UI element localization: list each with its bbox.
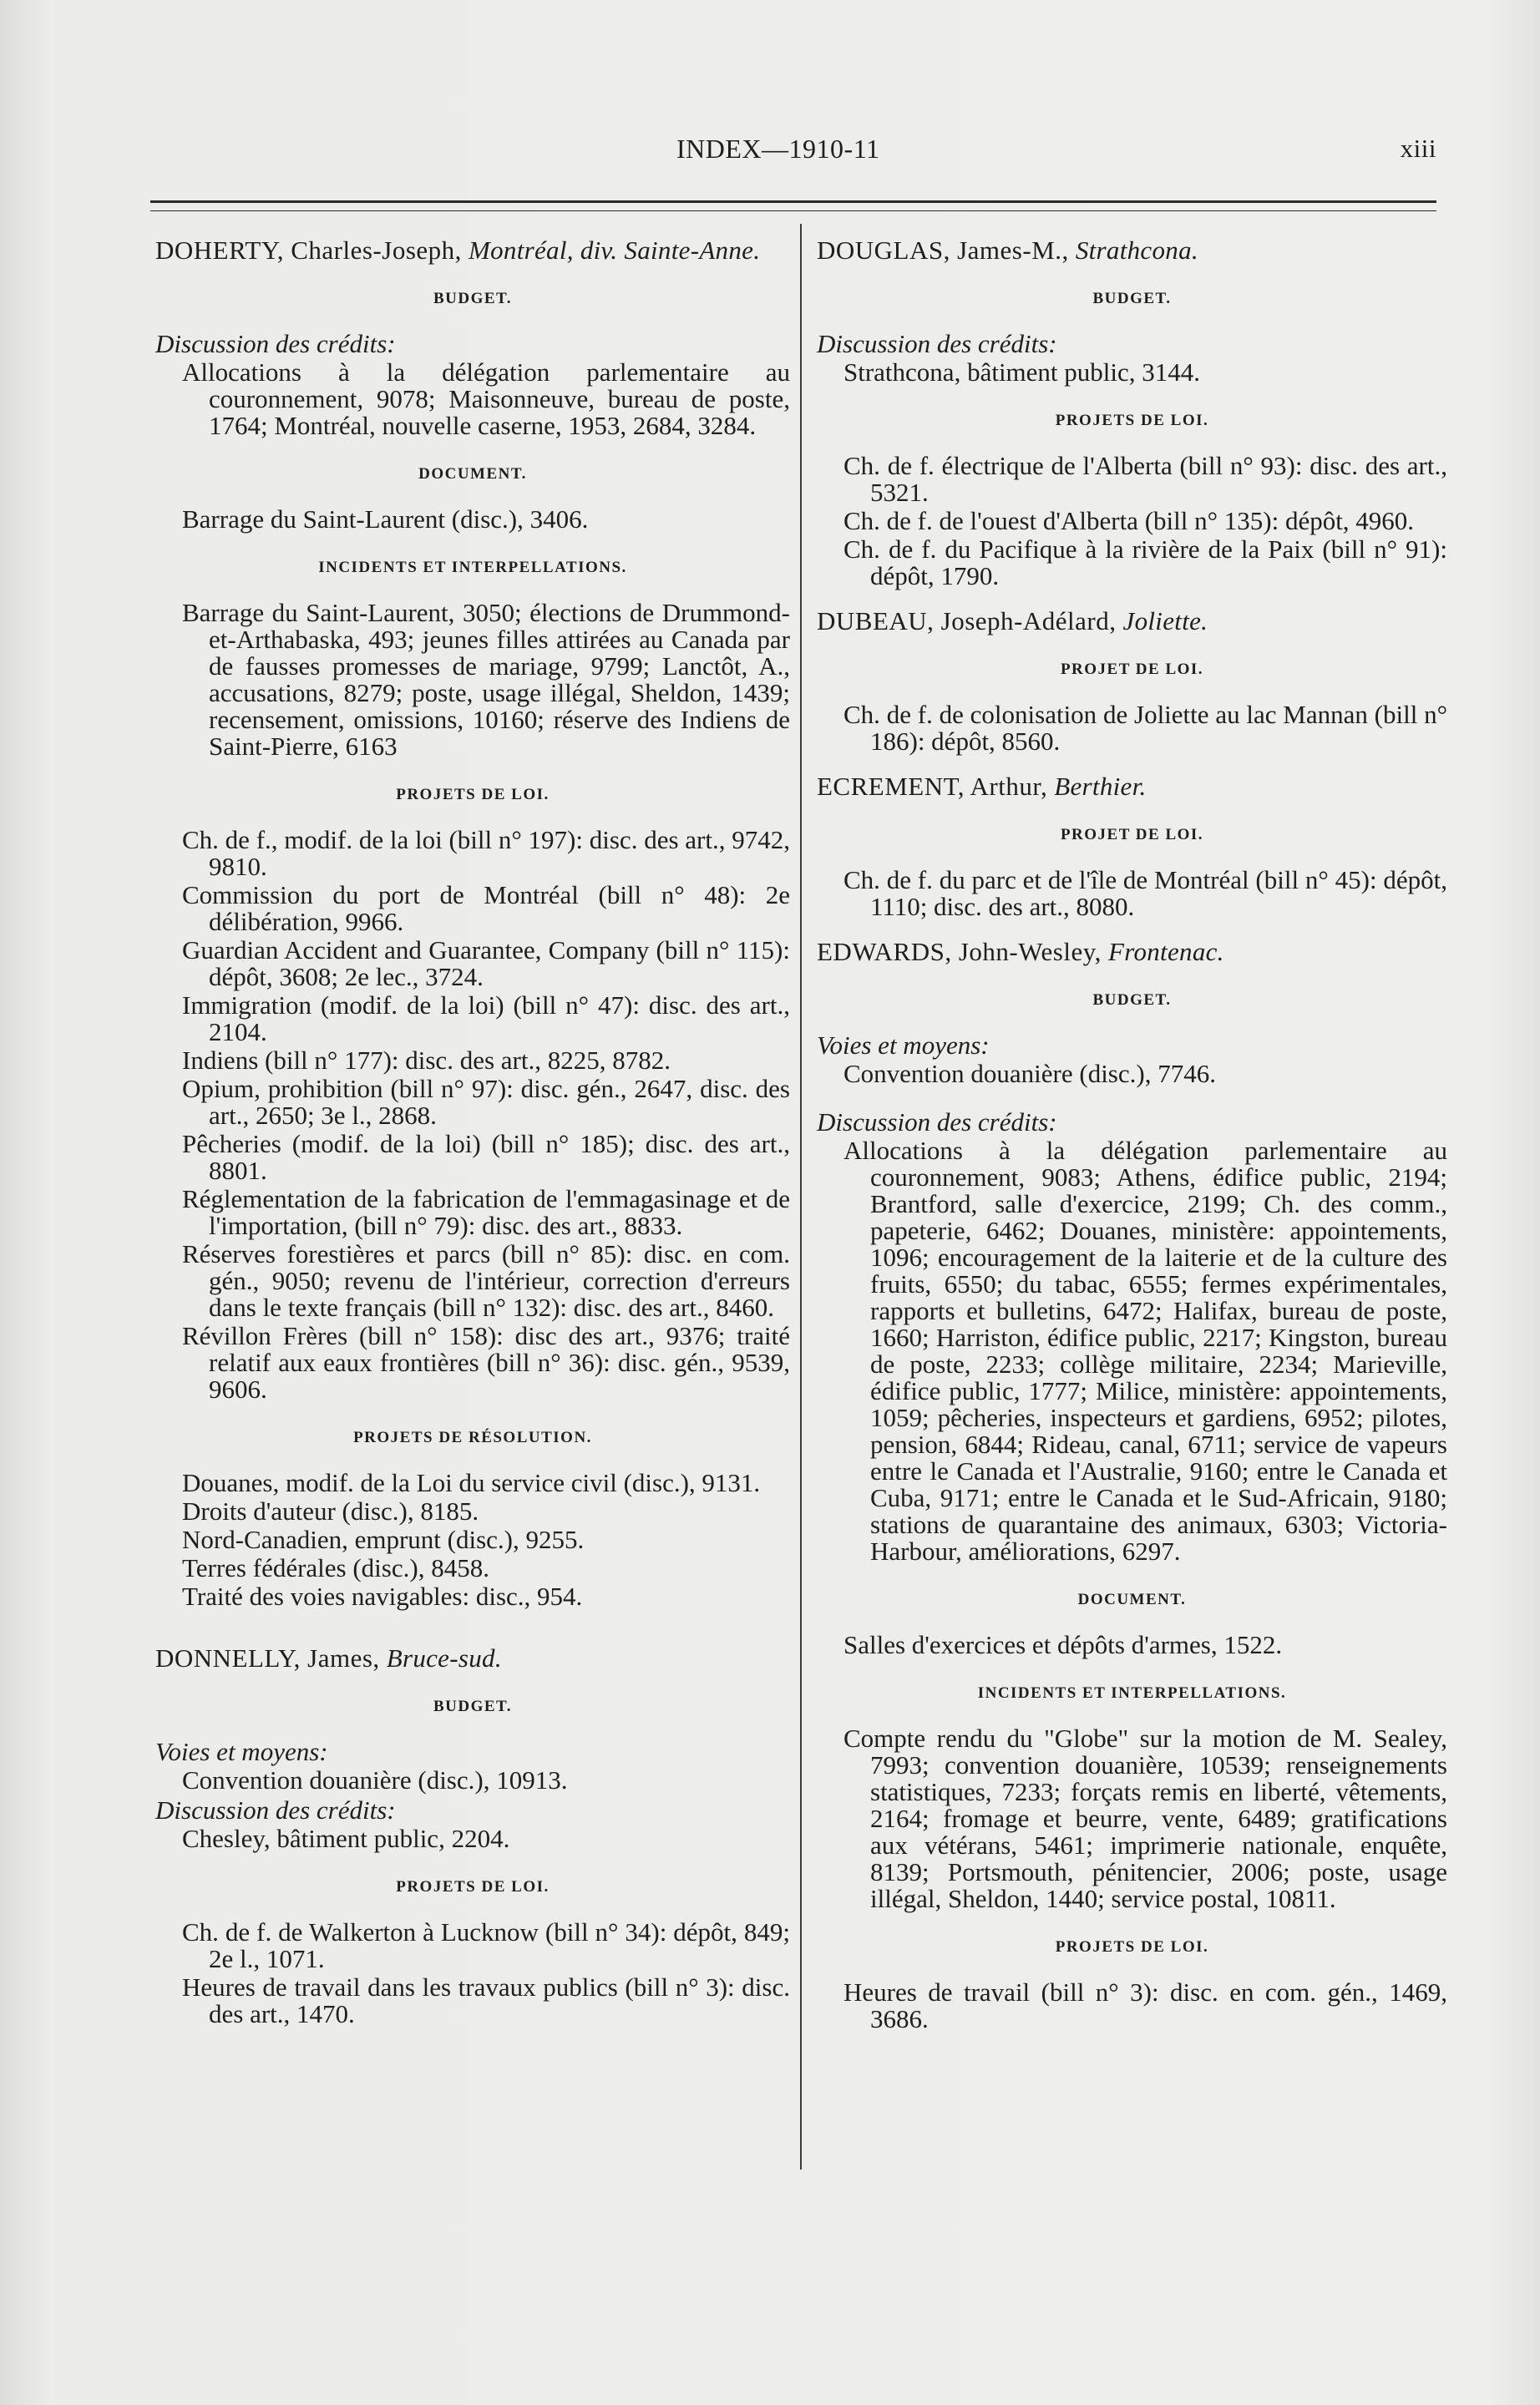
section-heading-bills: PROJETS DE LOI. — [1055, 412, 1209, 429]
subheading-discussion: Discussion des crédits: — [155, 1795, 396, 1825]
section-heading-bills: PROJETS DE LOI. — [1055, 1938, 1209, 1956]
bill-entry: Ch. de f., modif. de la loi (bill n° 197): disc. des art., 9742, 9810. — [182, 825, 790, 881]
section-heading-bills: PROJETS DE LOI. — [396, 1878, 550, 1896]
member-riding: Strathcona. — [1075, 235, 1198, 265]
index-title: INDEX—1910-11 — [676, 134, 880, 164]
bill-entry: Immigration (modif. de la loi) (bill n° 47): disc. des art., 2104. — [182, 990, 790, 1046]
bill-entry: Réglementation de la fabrication de l'emmagasinage et de l'importation, (bill n° 79): disc. des art., 8833. — [182, 1184, 790, 1240]
index-entry: Allocations à la délégation parlementaire au couronnement, 9083; Athens, édifice public, 2194; Brantford, salle d'exercice, 2199; Ch. des comm., papeterie, 6462; Douanes, ministère: appointements, 1096; encouragement de la laiterie et de la culture des fruits, 6550; du tabac, 6555; fermes expérimentales, rapports et bulletins, 6472; Halifax, bureau de poste, 1660; Harriston, édifice public, 2217; Kingston, bureau de poste, 2233; collège militaire, 2234; Marieville, édifice public, 1777; Milice, ministère: appointements, 1059; pêcheries, inspecteurs et gardiens, 6952; pilotes, pension, 6844; Rideau, canal, 6711; service de vapeurs entre le Canada et l'Australie, 9160; entre le Canada et Cuba, 9171; entre le Canada et le Sud-Africain, 9180; stations de quarantaine des animaux, 6303; Victoria-Harbour, améliorations, 6297. — [843, 1136, 1447, 1566]
section-heading-incidents: INCIDENTS ET INTERPELLATIONS. — [977, 1684, 1287, 1702]
bill-entry: Pêcheries (modif. de la loi) (bill n° 185); disc. des art., 8801. — [182, 1129, 790, 1185]
bill-entry: Ch. de f. électrique de l'Alberta (bill n° 93): disc. des art., 5321. — [843, 451, 1447, 507]
member-riding: Berthier. — [1054, 772, 1147, 801]
member-heading-edwards — [817, 939, 1447, 965]
running-head — [159, 134, 1436, 175]
section-heading-incidents: INCIDENTS ET INTERPELLATIONS. — [318, 559, 627, 576]
member-heading-douglas — [817, 237, 1447, 264]
section-heading-bills: PROJETS DE LOI. — [396, 786, 550, 803]
subheading-discussion: Discussion des crédits: — [155, 329, 396, 358]
member-name: DONNELLY, James, — [155, 1643, 380, 1673]
bill-entry: Indiens (bill n° 177): disc. des art., 8225, 8782. — [182, 1046, 671, 1075]
bill-entry: Réserves forestières et parcs (bill n° 85): disc. en com. gén., 9050; revenu de l'intérieur, correction d'erreurs dans le texte français (bill n° 132): disc. des art., 8460. — [182, 1239, 790, 1322]
right-column — [817, 237, 1447, 2034]
bill-entry: Heures de travail dans les travaux publics (bill n° 3): disc. des art., 1470. — [182, 1972, 790, 2028]
member-riding: Frontenac. — [1108, 937, 1224, 966]
member-name: EDWARDS, John-Wesley, — [817, 937, 1102, 966]
member-heading-ecrement — [817, 773, 1447, 800]
section-heading-resolutions: PROJETS DE RÉSOLUTION. — [353, 1429, 592, 1446]
section-heading-bill: PROJET DE LOI. — [1060, 826, 1204, 843]
section-heading-budget: BUDGET. — [1092, 290, 1172, 307]
resolution-entry: Terres fédérales (disc.), 8458. — [182, 1553, 489, 1582]
bill-entry: Ch. de f. du Pacifique à la rivière de la Paix (bill n° 91): dépôt, 1790. — [843, 534, 1447, 590]
index-entry: Chesley, bâtiment public, 2204. — [182, 1824, 510, 1853]
index-entry: Barrage du Saint-Laurent (disc.), 3406. — [182, 504, 589, 534]
index-entry: Convention douanière (disc.), 10913. — [182, 1765, 568, 1795]
section-heading-budget: BUDGET. — [433, 1698, 513, 1715]
member-name: DUBEAU, Joseph-Adélard, — [817, 606, 1117, 635]
subheading-discussion: Discussion des crédits: — [817, 329, 1057, 358]
header-rule-thin — [150, 210, 1436, 211]
index-entry: Convention douanière (disc.), 7746. — [843, 1059, 1216, 1088]
index-entry: Allocations à la délégation parlementaire au couronnement, 9078; Maisonneuve, bureau de poste, 1764; Montréal, nouvelle caserne, 1953, 2684, 3284. — [182, 357, 790, 440]
bill-entry: Ch. de f. du parc et de l'île de Montréal (bill n° 45): dépôt, 1110; disc. des art., 8080. — [843, 865, 1447, 921]
subheading-voies: Voies et moyens: — [817, 1030, 990, 1060]
member-name: DOHERTY, Charles-Joseph, — [155, 235, 462, 265]
bill-entry: Guardian Accident and Guarantee, Company (bill n° 115): dépôt, 3608; 2e lec., 3724. — [182, 935, 790, 991]
member-riding: Bruce-sud. — [386, 1643, 502, 1673]
resolution-entry: Traité des voies navigables: disc., 954. — [182, 1582, 583, 1611]
bill-entry: Opium, prohibition (bill n° 97): disc. gén., 2647, disc. des art., 2650; 3e l., 2868. — [182, 1074, 790, 1130]
index-entry: Strathcona, bâtiment public, 3144. — [843, 357, 1201, 387]
section-heading-budget: BUDGET. — [433, 290, 513, 307]
index-entry: Salles d'exercices et dépôts d'armes, 1522. — [843, 1630, 1283, 1659]
subheading-discussion: Discussion des crédits: — [817, 1107, 1057, 1137]
subheading-voies: Voies et moyens: — [155, 1737, 328, 1766]
section-heading-bill: PROJET DE LOI. — [1060, 661, 1204, 678]
section-heading-budget: BUDGET. — [1092, 991, 1172, 1009]
left-column — [155, 237, 790, 2029]
bill-entry: Commission du port de Montréal (bill n° 48): 2e délibération, 9966. — [182, 880, 790, 936]
bill-entry: Révillon Frères (bill n° 158): disc des art., 9376; traité relatif aux eaux frontières (bill n° 36): disc. gén., 9539, 9606. — [182, 1321, 790, 1404]
bill-entry: Heures de travail (bill n° 3): disc. en com. gén., 1469, 3686. — [843, 1977, 1447, 2033]
member-riding: Montréal, div. Sainte-Anne. — [468, 235, 761, 265]
member-heading-doherty — [155, 237, 790, 264]
resolution-entry: Douanes, modif. de la Loi du service civil (disc.), 9131. — [182, 1468, 761, 1497]
index-entry: Barrage du Saint-Laurent, 3050; élections de Drummond-et-Arthabaska, 493; jeunes filles attirées au Canada par de fausses promesses de mariage, 9799; Lanctôt, A., accusations, 8279; poste, usage illégal, Sheldon, 1439; recensement, omissions, 10160; réserve des Indiens de Saint-Pierre, 6163 — [182, 598, 790, 761]
member-heading-donnelly — [155, 1645, 790, 1672]
section-heading-document: DOCUMENT. — [418, 465, 527, 483]
member-name: DOUGLAS, James-M., — [817, 235, 1069, 265]
section-heading-document: DOCUMENT. — [1077, 1591, 1187, 1608]
page-number: xiii — [1400, 134, 1436, 163]
bill-entry: Ch. de f. de l'ouest d'Alberta (bill n° 135): dépôt, 4960. — [843, 506, 1415, 535]
member-name: ECREMENT, Arthur, — [817, 772, 1048, 801]
column-divider — [800, 224, 802, 2170]
header-rule-thick — [150, 200, 1436, 203]
resolution-entry: Droits d'auteur (disc.), 8185. — [182, 1496, 479, 1526]
resolution-entry: Nord-Canadien, emprunt (disc.), 9255. — [182, 1525, 585, 1554]
member-riding: Joliette. — [1122, 606, 1208, 635]
bill-entry: Ch. de f. de Walkerton à Lucknow (bill n° 34): dépôt, 849; 2e l., 1071. — [182, 1917, 790, 1973]
bill-entry: Ch. de f. de colonisation de Joliette au lac Mannan (bill n° 186): dépôt, 8560. — [843, 700, 1447, 756]
index-entry: Compte rendu du "Globe" sur la motion de M. Sealey, 7993; convention douanière, 10539; renseignements statistiques, 7233; forçats remis en liberté, vêtements, 2164; fromage et beurre, vente, 6489; gratifications aux vétérans, 5461; imprimerie nationale, enquête, 8139; Portsmouth, pénitencier, 2006; poste, usage illégal, Sheldon, 1440; service postal, 10811. — [843, 1724, 1447, 1913]
member-heading-dubeau — [817, 608, 1447, 635]
